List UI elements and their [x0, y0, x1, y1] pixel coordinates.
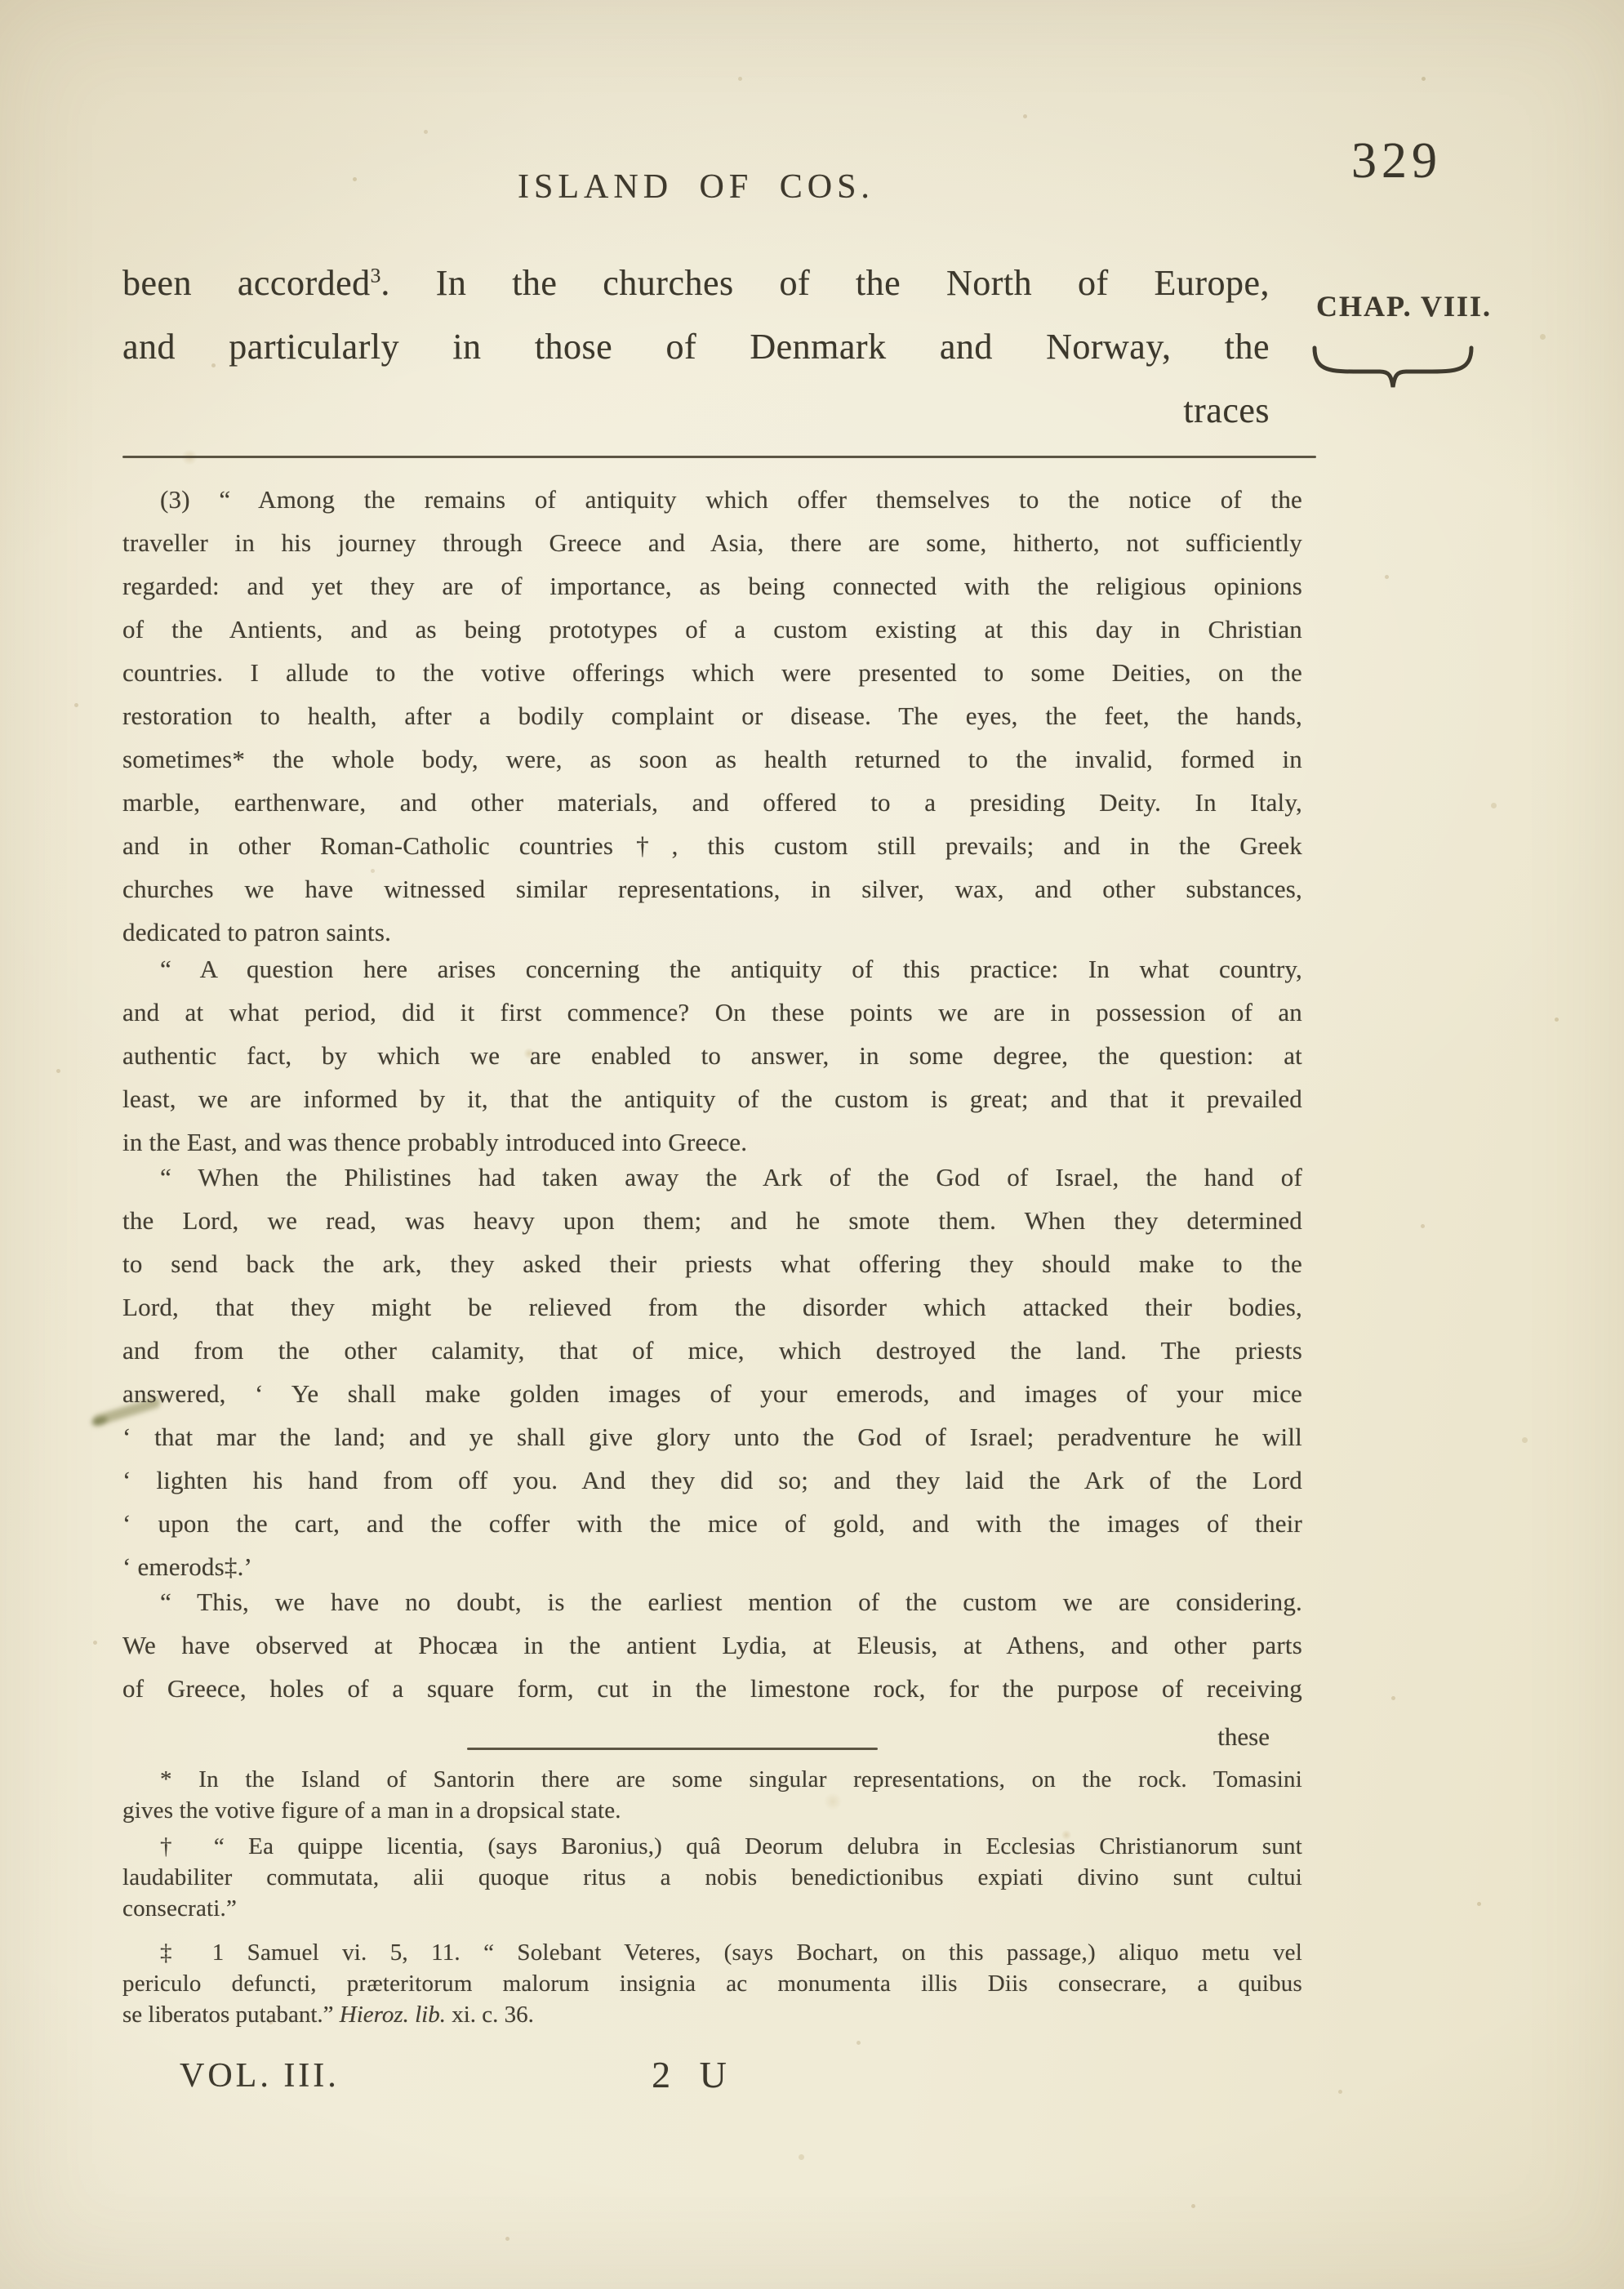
signature-mark: 2 U [652, 2054, 736, 2095]
text-line: ‘ lighten his hand from off you. And they did so; and they laid the Ark of the Lord [122, 1466, 1302, 1494]
text-line: and from the other calamity, that of mice, which destroyed the land. The priests [122, 1336, 1302, 1365]
catchword-traces: traces [1183, 390, 1270, 430]
footnote-dagger [122, 1831, 1302, 1924]
text-line: least, we are informed by it, that the antiquity of the custom is great; and that it prevailed [122, 1084, 1302, 1113]
chapter-margin-note: CHAP. VIII. [1316, 290, 1493, 323]
text-line: and at what period, did it first commence? On these points we are in possession of an [122, 998, 1302, 1026]
text-line: gives the votive figure of a man in a dropsical state. [122, 1797, 621, 1824]
paper-speckles [0, 0, 2, 2]
text-line: in the East, and was thence probably introduced into Greece. [122, 1128, 748, 1156]
text-line: churches we have witnessed similar representations, in silver, wax, and other substances, [122, 875, 1302, 903]
text-line: the Lord, we read, was heavy upon them; and he smote them. When they determined [122, 1206, 1302, 1235]
text-line: We have observed at Phocæa in the antient Lydia, at Eleusis, at Athens, and other parts [122, 1631, 1302, 1659]
footnote-3-paragraph-1 [122, 478, 1302, 954]
footnote-3-paragraph-4 [122, 1580, 1302, 1710]
body-line: and particularly in those of Denmark and Norway, the [122, 327, 1270, 367]
text-line: of the Antients, and as being prototypes of a custom existing at this day in Christian [122, 615, 1302, 644]
page-number: 329 [1351, 133, 1442, 189]
text-line: regarded: and yet they are of importance, as being connected with the religious opinions [122, 572, 1302, 600]
text-line: (3) “ Among the remains of antiquity which offer themselves to the notice of the [160, 485, 1302, 514]
catchword-these: these [1217, 1722, 1270, 1751]
footnote-separator-rule [122, 456, 1316, 458]
text-line: “ A question here arises concerning the antiquity of this practice: In what country, [160, 955, 1302, 983]
footnote-3-paragraph-3 [122, 1156, 1302, 1588]
text-line: ‘ emerods‡.’ [122, 1552, 253, 1581]
text-line: “ When the Philistines had taken away the Ark of the God of Israel, the hand of [160, 1163, 1302, 1191]
body-line [122, 252, 1270, 315]
text-line: to send back the ark, they asked their priests what offering they should make to the [122, 1249, 1302, 1278]
chapter-brace-ornament [1310, 341, 1476, 400]
text-line: periculo defuncti, præteritorum malorum insignia ac monumenta illis Diis consecrare, a quibus [122, 1971, 1302, 1997]
bottom-notes-separator-rule [467, 1748, 878, 1750]
text-line: of Greece, holes of a square form, cut in the limestone rock, for the purpose of receiving [122, 1674, 1302, 1703]
text-line: marble, earthenware, and other materials, and offered to a presiding Deity. In Italy, [122, 788, 1302, 817]
text-line: ‘ upon the cart, and the coffer with the mice of gold, and with the images of their [122, 1509, 1302, 1538]
text-line: traveller in his journey through Greece and Asia, there are some, hitherto, not sufficiently [122, 528, 1302, 557]
text-line: “ This, we have no doubt, is the earliest mention of the custom we are considering. [160, 1588, 1302, 1616]
volume-label: VOL. III. [180, 2057, 340, 2095]
footnote-3-paragraph-2 [122, 947, 1302, 1164]
text-line: laudabiliter commutata, alii quoque ritus a nobis benedictionibus expiati divino sunt cultui [122, 1864, 1302, 1890]
text-line: authentic fact, by which we are enabled to answer, in some degree, the question: at [122, 1041, 1302, 1070]
text-line: restoration to health, after a bodily complaint or disease. The eyes, the feet, the hands, [122, 701, 1302, 730]
text-line: sometimes* the whole body, were, as soon as health returned to the invalid, formed in [122, 745, 1302, 773]
text-line: dedicated to patron saints. [122, 918, 392, 946]
footnote-ddagger-end [122, 1999, 1302, 2030]
footnote-ddagger [122, 1937, 1302, 1999]
text-line: ‘ that mar the land; and ye shall give glory unto the God of Israel; peradventure he will [122, 1423, 1302, 1451]
note-text: se liberatos putabant.” [122, 2002, 340, 2028]
main-text [122, 252, 1270, 443]
footnote-star [122, 1764, 1302, 1826]
text-line: and in other Roman-Catholic countries†, this custom still prevails; and in the Greek [122, 831, 1302, 860]
text-line: Lord, that they might be relieved from the disorder which attacked their bodies, [122, 1293, 1302, 1321]
citation-italic: Hieroz. lib. [339, 2002, 446, 2028]
body-text: been accorded [122, 263, 371, 303]
text-line: ‡ 1 Samuel vi. 5, 11. “ Solebant Veteres, (says Bochart, on this passage,) aliquo metu vel [160, 1939, 1302, 1966]
text-line: * In the Island of Santorin there are some singular representations, on the rock. Tomasini [160, 1766, 1302, 1792]
footnote-ref-3: 3 [370, 263, 381, 287]
text-line: consecrati.” [122, 1895, 238, 1922]
text-line: countries. I allude to the votive offerings which were presented to some Deities, on the [122, 658, 1302, 687]
body-text: . In the churches of the North of Europe, [380, 263, 1270, 303]
note-text: xi. c. 36. [445, 2002, 534, 2028]
text-line: † “ Ea quippe licentia, (says Baronius,) quâ Deorum delubra in Ecclesias Christianorum sunt [160, 1833, 1302, 1859]
running-title: ISLAND OF COS. [518, 168, 874, 206]
text-line: answered, ‘ Ye shall make golden images of your emerods, and images of your mice [122, 1379, 1302, 1408]
